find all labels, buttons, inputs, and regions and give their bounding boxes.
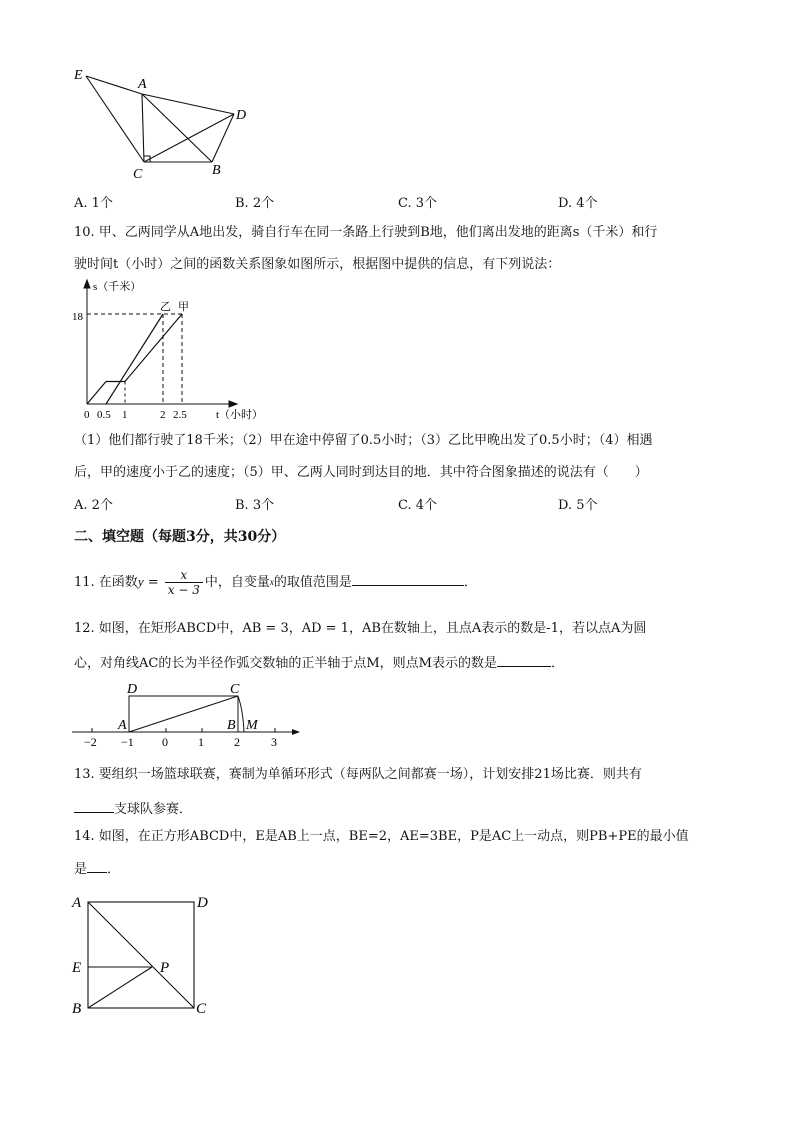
tick-label: 0	[162, 735, 168, 749]
x-tick-label: 2	[160, 409, 166, 421]
x-tick-label: 0.5	[97, 409, 111, 421]
arc-cm	[238, 696, 244, 732]
diagonal-ac	[88, 902, 194, 1008]
tick-label: 2	[234, 735, 240, 749]
y-axis-arrow	[84, 280, 90, 288]
q10-statements-line2: 后，甲的速度小于乙的速度；（5）甲、乙两人同时到达目的地．其中符合图象描述的说法有（ ）	[74, 465, 648, 480]
q13-line1: 13. 要组织一场篮球联赛，赛制为单循环形式（每两队之间都赛一场），计划安排21场比赛．则共有	[74, 767, 642, 782]
section2-heading: 二、填空题（每题3分，共30分）	[74, 529, 286, 545]
q13-answer-blank[interactable]	[74, 798, 114, 813]
q9-option-b: B. 2个	[235, 196, 275, 211]
q14-answer-blank[interactable]	[87, 858, 107, 873]
q9-option-c: C. 3个	[398, 196, 438, 211]
diagonal-ac	[129, 696, 238, 732]
q14-label-D: D	[197, 895, 208, 911]
y-tick-18: 18	[72, 311, 83, 323]
q12-line2-text: 心，对角线AC的长为半径作弧交数轴的正半轴于点M，则点M表示的数是	[74, 656, 497, 671]
q13-line2-text: 支球队参赛．	[114, 802, 193, 817]
x-tick-label: 0	[84, 409, 90, 421]
q11-var: x	[269, 577, 274, 587]
q11	[74, 566, 477, 598]
q9-label-C: C	[133, 167, 143, 182]
q10-option-d: D. 5个	[558, 498, 598, 513]
tick-label: −2	[84, 735, 97, 749]
q9-option-a: A. 1个	[74, 196, 113, 211]
q14-label-A: A	[72, 895, 82, 911]
q14-label-C: C	[196, 1001, 207, 1017]
q10-line1: 10. 甲、乙两同学从A地出发，骑自行车在同一条路上行驶到B地，他们离出发地的距离s（千米）和行	[74, 225, 658, 240]
q14-label-E: E	[72, 960, 82, 976]
q10-option-b: B. 3个	[235, 498, 275, 513]
tick-label: 3	[271, 735, 277, 749]
q11-fraction	[165, 568, 203, 597]
q14-label-B: B	[72, 1001, 82, 1017]
q11-denominator: x − 3	[167, 583, 200, 597]
x-axis-label: t（小时）	[216, 409, 264, 421]
q12-label-D: D	[127, 682, 138, 697]
q10-option-a: A. 2个	[74, 498, 113, 513]
q9-label-E: E	[74, 68, 83, 83]
q11-y: y	[137, 574, 144, 589]
q9-label-B: B	[212, 163, 221, 178]
q9-figure	[70, 64, 260, 184]
q12-answer-blank[interactable]	[497, 652, 551, 667]
q12-figure	[72, 680, 304, 750]
q14-end: ．	[107, 862, 121, 877]
q10-option-c: C. 4个	[398, 498, 438, 513]
tick-label: 1	[198, 735, 204, 749]
series-label-jia: 甲	[178, 301, 189, 313]
q11-end: ．	[463, 575, 477, 590]
y-axis-label: s（千米）	[93, 281, 142, 293]
q9-option-d: D. 4个	[558, 196, 598, 211]
q11-mid: 中，自变量	[204, 575, 270, 590]
q12-label-M: M	[246, 718, 258, 733]
q12-label-C: C	[230, 682, 240, 697]
tick-label: −1	[121, 735, 134, 749]
q10-line2: 驶时间t（小时）之间的函数关系图象如图所示，根据图中提供的信息，有下列说法：	[74, 257, 561, 272]
x-tick-label: 2.5	[173, 409, 187, 421]
q12-line2	[74, 652, 564, 673]
q14-label-P: P	[160, 960, 170, 976]
q9-label-A: A	[138, 77, 147, 92]
series-line-yi	[106, 314, 163, 404]
q14-line2	[74, 858, 120, 879]
q10-statements-line1: （1）他们都行驶了18千米；（2）甲在途中停留了0.5小时；（3）乙比甲晚出发了0.5小时；（4）相遇	[74, 433, 653, 448]
q11-prefix: 11. 在函数	[74, 575, 138, 590]
q10-chart	[72, 276, 282, 424]
q12-line1: 12. 如图，在矩形ABCD中，AB = 3，AD = 1，AB在数轴上，且点A表示的数是-1，若以点A为圆	[74, 621, 647, 636]
q12-end: ．	[550, 656, 564, 671]
q12-label-A: A	[118, 718, 127, 733]
segment-bp	[88, 967, 152, 1008]
series-label-yi: 乙	[160, 301, 171, 313]
q11-numerator: x	[165, 568, 203, 583]
q12-label-B: B	[227, 718, 236, 733]
q14-line2-text: 是	[74, 862, 88, 877]
q11-eq: =	[143, 575, 163, 590]
q9-label-D: D	[236, 108, 247, 123]
number-line-arrow	[292, 729, 300, 735]
q11-suffix: 的取值范围是	[273, 575, 352, 590]
q13-line2	[74, 798, 192, 819]
q11-answer-blank[interactable]	[352, 571, 464, 586]
x-tick-label: 1	[122, 409, 128, 421]
q14-line1: 14. 如图，在正方形ABCD中，E是AB上一点，BE=2，AE=3BE，P是AC上一动点，则PB+PE的最小值	[74, 829, 689, 844]
q14-figure	[70, 892, 220, 1018]
x-axis-arrow	[229, 401, 237, 407]
